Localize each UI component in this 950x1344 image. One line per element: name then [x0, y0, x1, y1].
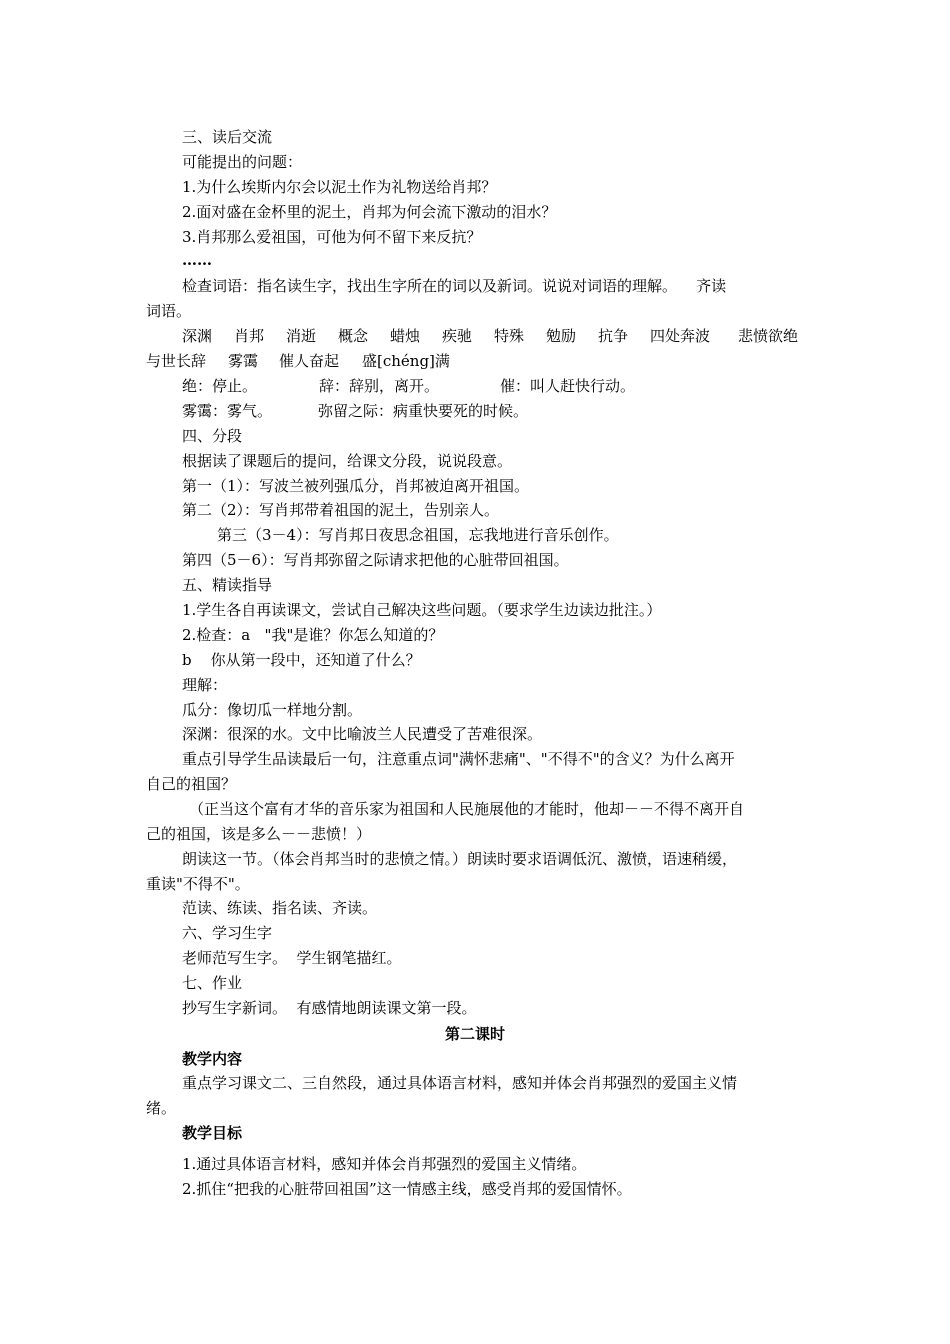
- text-line: 重点引导学生品读最后一句，注意重点词"满怀悲痛"、"不得不"的含义？为什么离开: [182, 750, 735, 768]
- text-line: 可能提出的问题：: [182, 153, 303, 171]
- definition: 雾霭：雾气。: [182, 402, 273, 420]
- text-line: 理解：: [182, 676, 228, 694]
- definition: 催：叫人赶快行动。: [500, 377, 636, 395]
- ellipsis: ……: [182, 251, 212, 269]
- heading-teaching-goals: 教学目标: [182, 1124, 243, 1142]
- text-line: 绪。: [146, 1099, 177, 1117]
- vocab-word: 特殊: [494, 327, 525, 345]
- heading-teaching-content: 教学内容: [182, 1050, 243, 1068]
- vocab-word: 蜡烛: [390, 327, 421, 345]
- text-line: 范读、练读、指名读、齐读。: [182, 899, 378, 917]
- heading-section-6: 六、学习生字: [182, 924, 273, 942]
- text-line: （正当这个富有才华的音乐家为祖国和人民施展他的才能时，他却－－不得不离开自: [189, 800, 745, 818]
- definition: 弥留之际：病重快要死的时候。: [318, 402, 529, 420]
- vocab-word: 雾霭: [228, 352, 259, 370]
- text-line: 第三（3－4）：写肖邦日夜思念祖国，忘我地进行音乐创作。: [217, 526, 619, 544]
- lesson-title: 第二课时: [444, 1025, 505, 1043]
- heading-section-4: 四、分段: [182, 427, 243, 445]
- text-line: 第四（5－6）：写肖邦弥留之际请求把他的心脏带回祖国。: [182, 551, 569, 569]
- text-line: 1.学生各自再读课文，尝试自己解决这些问题。（要求学生边读边批注。）: [182, 601, 662, 619]
- heading-section-5: 五、精读指导: [182, 576, 273, 594]
- vocab-word: 概念: [338, 327, 369, 345]
- vocab-word: 消逝: [286, 327, 317, 345]
- vocab-word: 四处奔波: [650, 327, 711, 345]
- vocab-word: 盛[chéng]满: [362, 352, 450, 370]
- vocab-row-1: [0, 327, 950, 347]
- definition: 辞：辞别，离开。: [319, 377, 440, 395]
- text-line: 根据读了课题后的提问，给课文分段，说说段意。: [182, 452, 513, 470]
- text-line: 重读"不得不"。: [146, 875, 250, 893]
- vocab-word: 深渊: [182, 327, 213, 345]
- heading-section-7: 七、作业: [182, 974, 243, 992]
- text-line: 1.通过具体语言材料，感知并体会肖邦强烈的爱国主义情绪。: [182, 1155, 587, 1173]
- text-line: 1.为什么埃斯内尔会以泥土作为礼物送给肖邦？: [182, 178, 497, 196]
- vocab-word: 悲愤欲绝: [738, 327, 799, 345]
- text-line: 2.检查：a "我"是谁？你怎么知道的？: [182, 626, 444, 644]
- text-line: 抄写生字新词。 有感情地朗读课文第一段。: [182, 999, 477, 1017]
- text-line: b 你从第一段中，还知道了什么？: [182, 651, 421, 669]
- text-line: 检查词语：指名读生字，找出生字所在的词以及新词。说说对词语的理解。 齐读: [182, 277, 727, 295]
- text-line: 瓜分：像切瓜一样地分割。: [182, 701, 363, 719]
- vocab-word: 与世长辞: [146, 352, 207, 370]
- text-line: 自己的祖国？: [146, 775, 237, 793]
- vocab-word: 勉励: [546, 327, 577, 345]
- text-line: 第一（1）：写波兰被列强瓜分，肖邦被迫离开祖国。: [182, 477, 530, 495]
- heading-section-3: 三、读后交流: [182, 128, 273, 146]
- text-line: 重点学习课文二、三自然段，通过具体语言材料，感知并体会肖邦强烈的爱国主义情: [182, 1074, 738, 1092]
- vocab-row-2: [0, 352, 950, 372]
- vocab-word: 肖邦: [234, 327, 265, 345]
- text-line: 2.抓住“把我的心脏带回祖国”这一情感主线，感受肖邦的爱国情怀。: [182, 1180, 632, 1198]
- text-line: 3.肖邦那么爱祖国，可他为何不留下来反抗？: [182, 228, 482, 246]
- definition: 绝：停止。: [182, 377, 258, 395]
- text-line: 朗读这一节。（体会肖邦当时的悲愤之情。）朗读时要求语调低沉、激愤，语速稍缓，: [182, 850, 738, 868]
- vocab-word: 抗争: [598, 327, 629, 345]
- vocab-word: 疾驰: [442, 327, 473, 345]
- text-line: 第二（2）：写肖邦带着祖国的泥土，告别亲人。: [182, 501, 500, 519]
- text-line: 老师范写生字。 学生钢笔描红。: [182, 949, 402, 967]
- text-line: 词语。: [146, 302, 192, 320]
- text-line: 2.面对盛在金杯里的泥土，肖邦为何会流下激动的泪水？: [182, 203, 557, 221]
- text-line: 己的祖国，该是多么－－悲愤！）: [146, 825, 372, 843]
- vocab-word: 催人奋起: [279, 352, 340, 370]
- text-line: 深渊：很深的水。文中比喻波兰人民遭受了苦难很深。: [182, 725, 543, 743]
